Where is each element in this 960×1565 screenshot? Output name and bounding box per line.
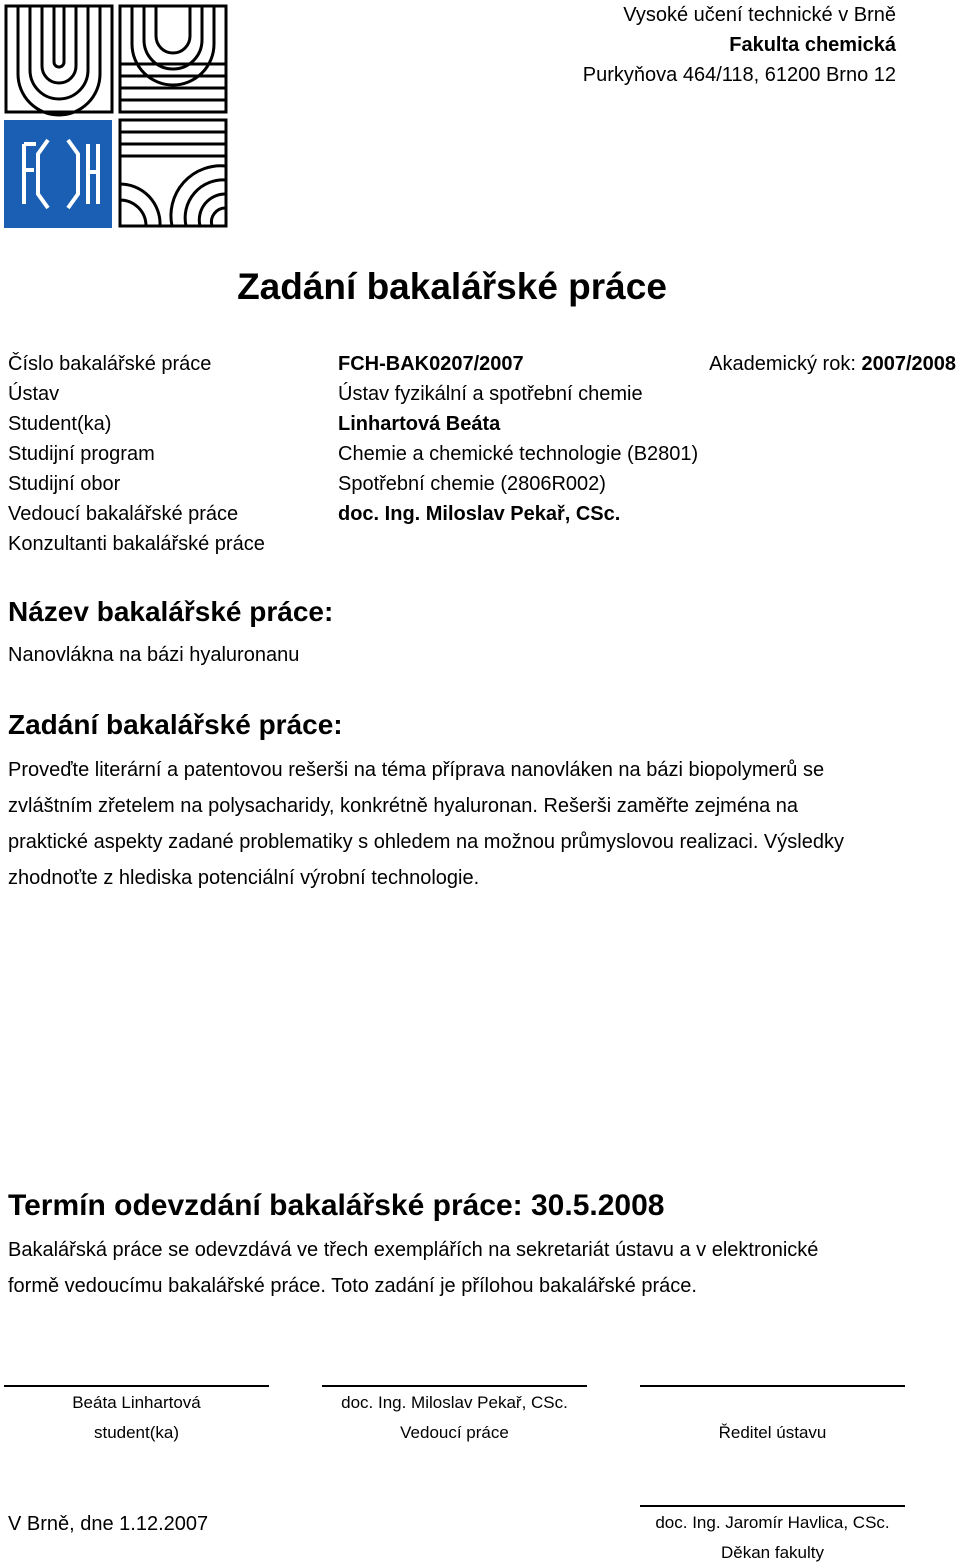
field-value: Spotřební chemie (2806R002) <box>338 473 606 495</box>
thesis-number-label: Číslo bakalářské práce <box>8 353 212 375</box>
assignment-line: praktické aspekty zadané problematiky s ohledem na možnou průmyslovou realizaci. Výsledky <box>8 831 844 853</box>
academic-year <box>709 349 956 379</box>
director-role: Ředitel ústavu <box>718 1423 827 1442</box>
consultants-label: Konzultanti bakalářské práce <box>8 533 265 555</box>
field-label: Studijní obor <box>8 473 121 495</box>
signature-line-student <box>4 1385 269 1387</box>
assignment-line: zhodnoťte z hlediska potenciální výrobní technologie. <box>8 867 480 889</box>
academic-year-value: 2007/2008 <box>861 353 956 375</box>
deadline-line: Bakalářská práce se odevzdává ve třech exemplářích na sekretariát ústavu a v elektronické <box>8 1239 819 1261</box>
page-title: Zadání bakalářské práce <box>237 266 667 307</box>
assignment-text <box>8 752 948 896</box>
assignment-line: zvláštním zřetelem na polysacharidy, konkrétně hyaluronan. Rešerši zaměřte zejména na <box>8 795 798 817</box>
deadline-heading: Termín odevzdání bakalářské práce: 30.5.2008 <box>8 1189 665 1222</box>
deadline-line: formě vedoucímu bakalářské práce. Toto zadání je přílohou bakalářské práce. <box>8 1275 697 1297</box>
signature-line-dean <box>640 1505 905 1507</box>
supervisor-name: doc. Ing. Miloslav Pekař, CSc. <box>341 1393 568 1412</box>
program-value: Chemie a chemické technologie (B2801) <box>338 443 699 465</box>
supervisor-label: Vedoucí bakalářské práce <box>8 503 239 525</box>
assignment-heading: Zadání bakalářské práce: <box>8 709 343 740</box>
faculty-logo <box>4 4 228 230</box>
institution-header <box>583 0 896 90</box>
university-name: Vysoké učení technické v Brně <box>623 4 896 26</box>
supervisor-value: doc. Ing. Miloslav Pekař, CSc. <box>338 503 621 525</box>
student-name: Beáta Linhartová <box>72 1393 201 1412</box>
institute-value: Ústav fyzikální a spotřební chemie <box>338 383 643 405</box>
supervisor-role: Vedoucí práce <box>400 1423 509 1442</box>
signature-line-supervisor <box>322 1385 587 1387</box>
thesis-title-heading: Název bakalářské práce: <box>8 596 334 627</box>
institute-label: Ústav <box>8 383 60 405</box>
place-date: V Brně, dne 1.12.2007 <box>8 1513 209 1535</box>
academic-year-label: Akademický rok: <box>709 353 856 375</box>
assignment-line: Proveďte literární a patentovou rešerši na téma příprava nanovláken na bázi biopolymerů se <box>8 759 825 781</box>
deadline-text <box>8 1232 948 1304</box>
program-label: Studijní program <box>8 443 155 465</box>
dean-name: doc. Ing. Jaromír Havlica, CSc. <box>655 1513 890 1532</box>
faculty-name: Fakulta chemická <box>729 34 896 56</box>
signature-line-director <box>640 1385 905 1387</box>
student-role: student(ka) <box>93 1423 180 1442</box>
faculty-address: Purkyňova 464/118, 61200 Brno 12 <box>582 64 896 86</box>
dean-role: Děkan fakulty <box>721 1543 824 1562</box>
thesis-number-value: FCH-BAK0207/2007 <box>338 353 524 375</box>
student-label: Student(ka) <box>8 413 112 435</box>
student-value: Linhartová Beáta <box>338 413 501 435</box>
thesis-title: Nanovlákna na bázi hyaluronanu <box>8 644 300 666</box>
